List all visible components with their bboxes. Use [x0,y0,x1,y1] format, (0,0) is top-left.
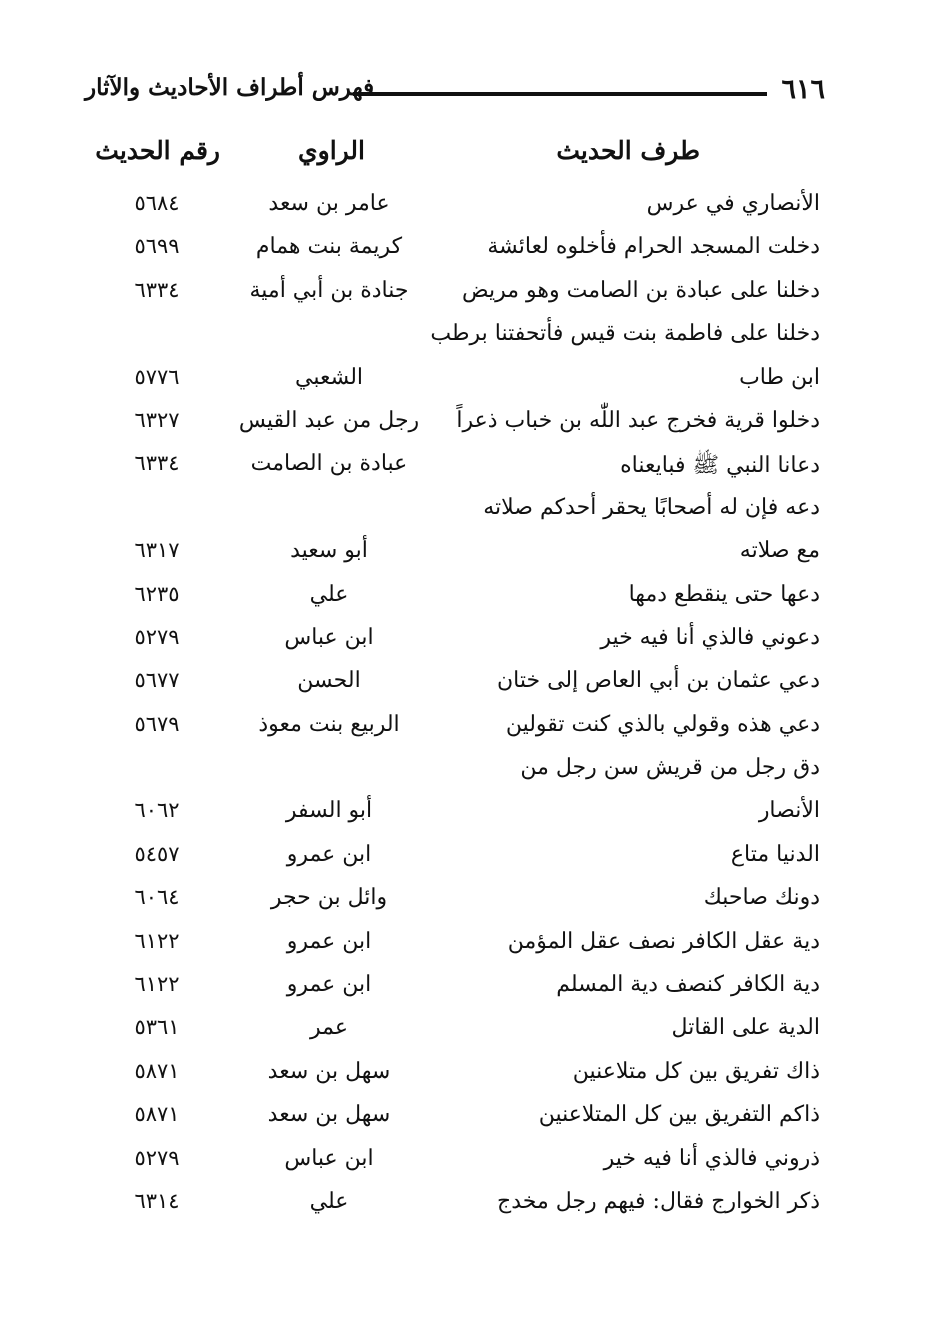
hadith-text: ذاك تفريق بين كل متلاعنين [572,1058,820,1084]
hadith-number: ٥٤٥٧ [134,841,180,866]
hadith-text: الأنصار [758,798,820,824]
table-row [0,1143,925,1186]
narrator-name: ابن عباس [284,1145,374,1171]
hadith-text: دعها حتى ينقطع دمها [628,581,820,607]
table-row [0,318,925,361]
hadith-number: ٦٣٣٤ [134,451,180,476]
index-table [0,188,925,1229]
narrator-name: الشعبي [294,364,364,390]
narrator-name: عبادة بن الصامت [250,451,408,477]
hadith-number: ٦٣١٤ [134,1188,180,1213]
table-row [0,231,925,274]
narrator-name: رجل من عبد القيس [238,407,420,433]
column-header-narrator: الراوي [298,136,365,165]
column-header-hadith-text: طرف الحديث [556,136,700,165]
table-row [0,1056,925,1099]
narrator-name: علي [309,581,349,607]
hadith-number: ٥٦٩٩ [134,234,180,259]
table-row [0,188,925,231]
hadith-text: دعوني فالذي أنا فيه خير [600,624,820,650]
narrator-name: سهل بن سعد [267,1102,391,1128]
narrator-name: سهل بن سعد [267,1058,391,1084]
narrator-name: كريمة بنت همام [255,234,403,260]
table-row [0,709,925,752]
narrator-name: الحسن [297,668,361,694]
hadith-number: ٦٣١٧ [134,538,180,563]
table-row [0,839,925,882]
table-row [0,362,925,405]
hadith-text: ذكر الخوارج فقال: فيهم رجل مخدج [497,1188,820,1214]
hadith-number: ٥٧٧٦ [134,364,180,389]
hadith-text: دخلت المسجد الحرام فأخلوه لعائشة [487,234,820,260]
page-title: فهرس أطراف الأحاديث والآثار [85,74,375,101]
hadith-text: ذاكم التفريق بين كل المتلاعنين [538,1102,820,1128]
narrator-name: أبو سعيد [290,538,368,564]
table-row [0,969,925,1012]
narrator-name: علي [309,1188,349,1214]
table-row [0,275,925,318]
hadith-text: دعي هذه وقولي بالذي كنت تقولين [505,711,820,737]
hadith-number: ٥٨٧١ [134,1102,180,1127]
table-row [0,622,925,665]
hadith-text: دية الكافر كنصف دية المسلم [556,972,820,998]
hadith-text: ذروني فالذي أنا فيه خير [603,1145,820,1171]
hadith-number: ٥٢٧٩ [134,624,180,649]
table-row [0,492,925,535]
hadith-text: دخلوا قرية فخرج عبد اللّٰه بن خباب ذعراً [456,407,820,433]
narrator-name: عمر [310,1015,348,1041]
table-row [0,926,925,969]
hadith-text: دونك صاحبك [703,885,820,911]
page-number: ٦١٦ [781,74,825,105]
hadith-text: الدنيا متاع [730,841,820,867]
hadith-number: ٦١٢٢ [134,972,180,997]
table-row [0,1012,925,1055]
table-row [0,448,925,491]
hadith-text: الأنصاري في عرس [646,191,820,216]
narrator-name: الربيع بنت معوذ [258,711,400,737]
hadith-number: ٥٣٦١ [134,1015,180,1040]
hadith-text: دخلنا على عبادة بن الصامت وهو مريض [462,277,820,303]
hadith-number: ٥٨٧١ [134,1058,180,1083]
hadith-number: ٥٦٧٧ [134,668,180,693]
hadith-number: ٥٦٨٤ [134,191,180,215]
table-row [0,882,925,925]
hadith-text: دعي عثمان بن أبي العاص إلى ختان [497,668,820,694]
hadith-number: ٦٣٢٧ [134,407,180,432]
hadith-text: الدية على القاتل [671,1015,820,1041]
hadith-number: ٦٣٣٤ [134,277,180,302]
narrator-name: جنادة بن أبي أمية [249,277,409,303]
header-rule [353,92,767,96]
hadith-text: دخلنا على فاطمة بنت قيس فأتحفتنا برطب [430,321,820,347]
hadith-text: دعه فإن له أصحابًا يحقر أحدكم صلاته [483,494,820,520]
table-row [0,1099,925,1142]
hadith-text: ابن طاب [739,364,820,390]
table-row [0,1186,925,1229]
hadith-text: دية عقل الكافر نصف عقل المؤمن [507,928,820,954]
hadith-number: ٦١٢٢ [134,928,180,953]
table-row [0,795,925,838]
column-header-hadith-number: رقم الحديث [95,136,220,165]
table-row [0,405,925,448]
narrator-name: أبو السفر [285,798,373,824]
table-row [0,752,925,795]
hadith-text: دق رجل من قريش سن رجل من [520,755,820,781]
narrator-name: ابن عمرو [286,928,372,954]
hadith-number: ٦٠٦٢ [134,798,180,823]
table-row [0,665,925,708]
hadith-number: ٥٦٧٩ [134,711,180,736]
hadith-number: ٦٠٦٤ [134,885,180,910]
narrator-name: ابن عمرو [286,841,372,867]
hadith-text: مع صلاته [739,538,820,564]
narrator-name: ابن عمرو [286,972,372,998]
narrator-name: وائل بن حجر [270,885,388,911]
table-row [0,535,925,578]
narrator-name: ابن عباس [284,624,374,650]
hadith-number: ٦٢٣٥ [134,581,180,606]
hadith-number: ٥٢٧٩ [134,1145,180,1170]
running-header [85,70,825,116]
narrator-name: عامر بن سعد [268,191,390,216]
hadith-text: دعانا النبي ﷺ فبايعناه [620,453,820,479]
table-row [0,579,925,622]
